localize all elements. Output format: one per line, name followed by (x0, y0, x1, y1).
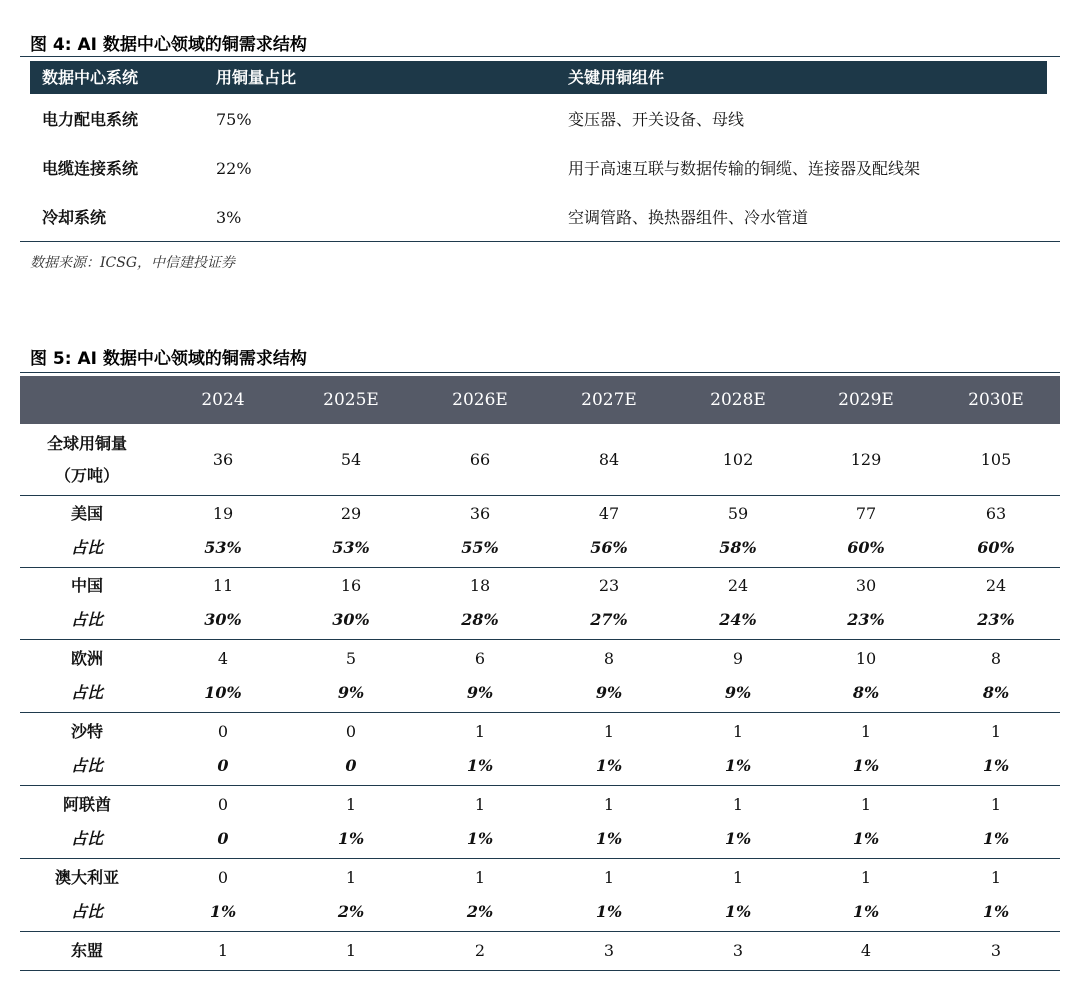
value-cell: 0 (217, 868, 229, 887)
share-cell: 55% (461, 538, 499, 557)
value-cell: 0 (345, 722, 357, 741)
system-share: 3% (216, 208, 242, 227)
value-cell: 129 (850, 450, 882, 469)
share-cell: 53% (332, 538, 370, 557)
value-cell: 1 (474, 722, 486, 741)
value-cell: 105 (980, 450, 1012, 469)
value-cell: 1 (474, 868, 486, 887)
system-components: 空调管路、换热器组件、冷水管道 (568, 208, 809, 227)
total-row (20, 428, 1060, 492)
row-separator (20, 712, 1060, 713)
figure-4-title: 图 4: AI 数据中心领域的铜需求结构 (30, 35, 307, 55)
value-cell: 84 (598, 450, 620, 469)
table-row (20, 787, 1060, 823)
value-cell: 1 (345, 868, 357, 887)
value-cell: 5 (345, 649, 357, 668)
figure-4-top-rule (20, 56, 1060, 57)
share-label: 占比 (70, 683, 104, 702)
region-label: 沙特 (70, 722, 104, 741)
share-cell: 9% (595, 683, 623, 702)
header-components: 关键用铜组件 (568, 68, 665, 87)
share-cell: 28% (461, 610, 499, 629)
row-separator (20, 858, 1060, 859)
system-share: 22% (216, 159, 252, 178)
value-cell: 16 (340, 576, 362, 595)
system-name: 电力配电系统 (42, 110, 139, 129)
value-cell: 8 (990, 649, 1002, 668)
total-unit: （万吨） (54, 466, 120, 485)
system-share: 75% (216, 110, 252, 129)
share-label: 占比 (70, 610, 104, 629)
value-cell: 0 (217, 795, 229, 814)
figure-5-header-row (20, 376, 1060, 424)
table-row (20, 932, 1060, 970)
value-cell: 3 (732, 941, 744, 960)
share-cell: 58% (719, 538, 757, 557)
system-components: 用于高速互联与数据传输的铜缆、连接器及配线架 (568, 159, 921, 178)
value-cell: 4 (217, 649, 229, 668)
value-cell: 1 (990, 795, 1002, 814)
figure-5-title: 图 5: AI 数据中心领域的铜需求结构 (30, 349, 307, 369)
year-header: 2026E (452, 390, 508, 410)
source-note: 数据来源：ICSG，中信建投证券 (30, 255, 236, 271)
value-cell: 9 (732, 649, 744, 668)
figure-5-top-rule (20, 372, 1060, 373)
table-row (20, 821, 1060, 857)
table-row (20, 748, 1060, 784)
region-label: 东盟 (70, 941, 104, 960)
share-label: 占比 (70, 538, 104, 557)
share-cell: 1% (595, 902, 623, 921)
share-cell: 23% (977, 610, 1015, 629)
share-cell: 1% (595, 829, 623, 848)
table-row (20, 675, 1060, 711)
value-cell: 36 (469, 504, 491, 523)
total-label: 全球用铜量 (46, 434, 128, 453)
value-cell: 11 (212, 576, 234, 595)
share-cell: 1% (982, 829, 1010, 848)
value-cell: 30 (855, 576, 877, 595)
value-cell: 59 (727, 504, 749, 523)
share-cell: 2% (337, 902, 365, 921)
share-cell: 0 (217, 756, 229, 775)
share-cell: 2% (466, 902, 494, 921)
value-cell: 29 (340, 504, 362, 523)
header-system: 数据中心系统 (42, 68, 139, 87)
share-cell: 1% (724, 902, 752, 921)
share-cell: 60% (847, 538, 885, 557)
value-cell: 1 (860, 868, 872, 887)
share-cell: 60% (977, 538, 1015, 557)
share-cell: 1% (466, 829, 494, 848)
share-label: 占比 (70, 756, 104, 775)
value-cell: 1 (860, 722, 872, 741)
value-cell: 63 (985, 504, 1007, 523)
share-cell: 30% (204, 610, 242, 629)
share-cell: 23% (847, 610, 885, 629)
share-cell: 1% (724, 829, 752, 848)
share-label: 占比 (70, 829, 104, 848)
value-cell: 0 (217, 722, 229, 741)
share-cell: 53% (204, 538, 242, 557)
share-cell: 1% (209, 902, 237, 921)
table-row (20, 568, 1060, 604)
row-separator (20, 970, 1060, 971)
share-cell: 1% (852, 829, 880, 848)
value-cell: 24 (985, 576, 1007, 595)
value-cell: 66 (469, 450, 491, 469)
share-cell: 1% (982, 756, 1010, 775)
header-share: 用铜量占比 (216, 68, 297, 87)
value-cell: 3 (990, 941, 1002, 960)
year-header: 2029E (838, 390, 894, 410)
share-cell: 9% (466, 683, 494, 702)
share-cell: 30% (332, 610, 370, 629)
value-cell: 19 (212, 504, 234, 523)
year-header: 2027E (581, 390, 637, 410)
share-cell: 1% (982, 902, 1010, 921)
region-label: 欧洲 (70, 649, 104, 668)
value-cell: 2 (474, 941, 486, 960)
value-cell: 10 (855, 649, 877, 668)
value-cell: 23 (598, 576, 620, 595)
system-name: 冷却系统 (42, 208, 107, 227)
share-cell: 8% (852, 683, 880, 702)
value-cell: 54 (340, 450, 362, 469)
value-cell: 1 (860, 795, 872, 814)
share-cell: 1% (724, 756, 752, 775)
year-header: 2028E (710, 390, 766, 410)
share-cell: 1% (337, 829, 365, 848)
region-label: 阿联酋 (62, 795, 112, 814)
value-cell: 1 (603, 795, 615, 814)
region-label: 澳大利亚 (54, 868, 120, 887)
share-cell: 0 (345, 756, 357, 775)
value-cell: 1 (345, 941, 357, 960)
table-row (20, 860, 1060, 896)
share-cell: 9% (724, 683, 752, 702)
share-label: 占比 (70, 902, 104, 921)
table-row (20, 894, 1060, 930)
year-header: 2025E (323, 390, 379, 410)
share-cell: 1% (852, 756, 880, 775)
value-cell: 1 (603, 868, 615, 887)
value-cell: 1 (732, 795, 744, 814)
figure-4-header-row (30, 61, 1047, 94)
table-row (20, 496, 1060, 532)
share-cell: 1% (852, 902, 880, 921)
share-cell: 56% (590, 538, 628, 557)
value-cell: 77 (855, 504, 877, 523)
figure-4-bottom-rule (20, 241, 1060, 242)
share-cell: 24% (719, 610, 757, 629)
value-cell: 4 (860, 941, 872, 960)
value-cell: 47 (598, 504, 620, 523)
table-row (30, 198, 1047, 238)
share-cell: 27% (590, 610, 628, 629)
value-cell: 1 (990, 868, 1002, 887)
value-cell: 1 (732, 868, 744, 887)
value-cell: 1 (990, 722, 1002, 741)
value-cell: 36 (212, 450, 234, 469)
year-header: 2024 (201, 390, 245, 410)
system-name: 电缆连接系统 (42, 159, 139, 178)
value-cell: 1 (603, 722, 615, 741)
region-label: 中国 (70, 576, 104, 595)
value-cell: 24 (727, 576, 749, 595)
value-cell: 102 (722, 450, 754, 469)
year-header: 2030E (968, 390, 1024, 410)
table-row (30, 100, 1047, 140)
table-row (20, 530, 1060, 566)
region-label: 美国 (70, 504, 104, 523)
value-cell: 18 (469, 576, 491, 595)
table-row (20, 641, 1060, 677)
row-separator (20, 785, 1060, 786)
table-row (20, 714, 1060, 750)
share-cell: 1% (595, 756, 623, 775)
value-cell: 3 (603, 941, 615, 960)
value-cell: 1 (345, 795, 357, 814)
value-cell: 8 (603, 649, 615, 668)
table-row (30, 149, 1047, 189)
share-cell: 1% (466, 756, 494, 775)
share-cell: 8% (982, 683, 1010, 702)
share-cell: 10% (204, 683, 242, 702)
system-components: 变压器、开关设备、母线 (568, 110, 745, 129)
value-cell: 1 (217, 941, 229, 960)
value-cell: 1 (474, 795, 486, 814)
share-cell: 9% (337, 683, 365, 702)
value-cell: 6 (474, 649, 486, 668)
table-row (20, 602, 1060, 638)
share-cell: 0 (217, 829, 229, 848)
value-cell: 1 (732, 722, 744, 741)
row-separator (20, 639, 1060, 640)
